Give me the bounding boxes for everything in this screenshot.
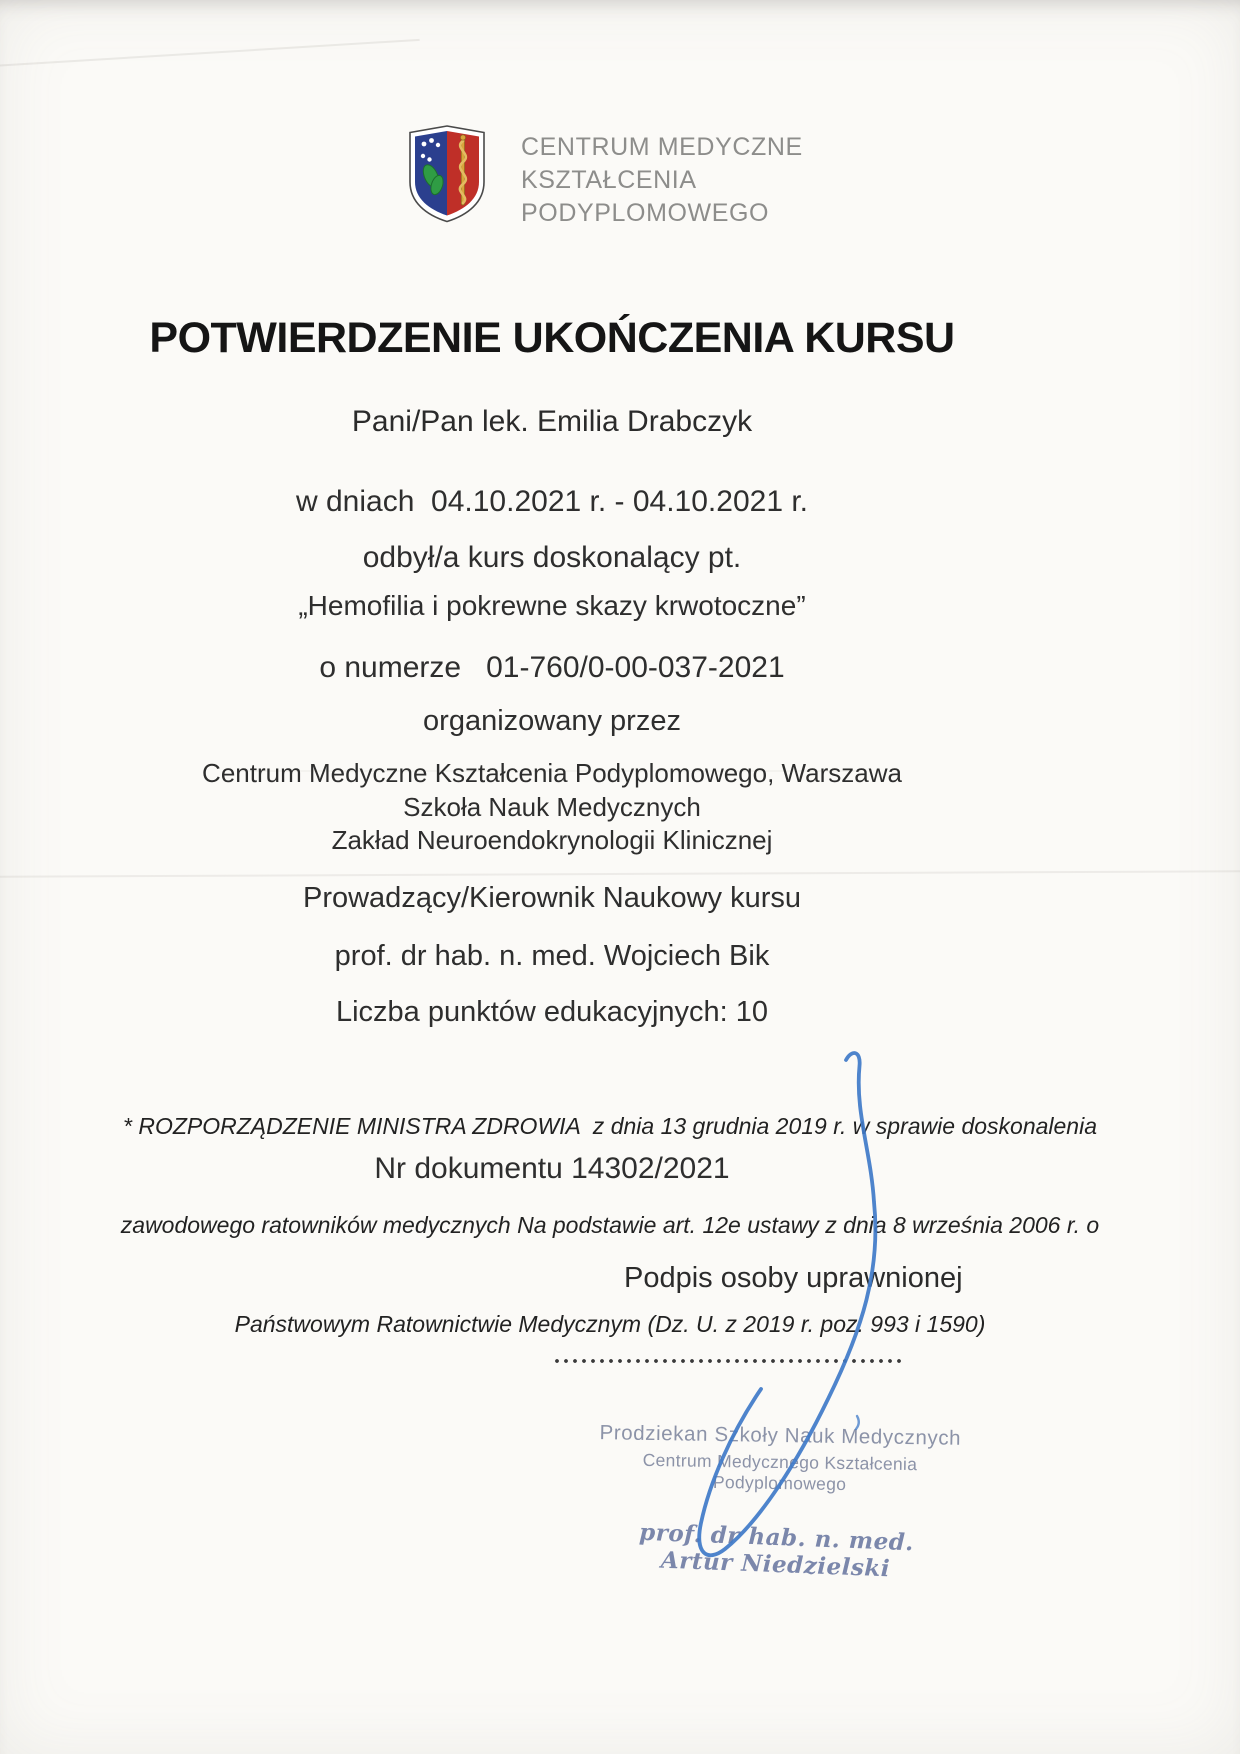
stamp-title-line: Prodziekan Szkoły Nauk Medycznych	[599, 1421, 962, 1450]
course-leader-label: Prowadzący/Kierownik Naukowy kursu	[302, 882, 802, 914]
organizer-line: Szkoła Nauk Medycznych	[403, 791, 701, 822]
cmkp-org-name-line: CENTRUM MEDYCZNE	[521, 133, 803, 161]
cmkp-org-name-line: PODYPLOMOWEGO	[521, 199, 770, 227]
cmkp-shield-logo-icon	[406, 124, 488, 224]
legal-footnote-line: Państwowym Ratownictwie Medycznym (Dz. U. z 2019 r. poz. 993 i 1590)	[234, 1311, 986, 1337]
course-leader-name: prof. dr hab. n. med. Wojciech Bik	[334, 940, 770, 972]
legal-footnote	[40, 1044, 1180, 1407]
scan-crease	[0, 39, 420, 67]
course-number: o numerze 01-760/0-00-037-2021	[319, 651, 785, 684]
scan-crease	[0, 870, 1240, 877]
signature-caption: Podpis osoby uprawnionej	[624, 1262, 963, 1294]
recipient-name: Pani/Pan lek. Emilia Drabczyk	[351, 405, 753, 438]
stamp-signer-name: prof. dr hab. n. med. Artur Niedzielski	[638, 1518, 915, 1583]
official-stamp	[574, 1421, 985, 1497]
signature-dotted-line	[554, 1358, 906, 1364]
cmkp-org-name	[521, 131, 803, 230]
legal-footnote-line: * ROZPORZĄDZENIE MINISTRA ZDROWIA z dnia 13 grudnia 2019 r. w sprawie doskonalenia	[123, 1113, 1097, 1139]
document-number: Nr dokumentu 14302/2021	[374, 1152, 730, 1185]
organizer-line: Centrum Medyczne Kształcenia Podyplomowego, Warszawa	[202, 758, 902, 788]
organized-by-label: organizowany przez	[423, 705, 681, 737]
organizer-block	[2, 757, 1102, 858]
legal-footnote-line: zawodowego ratowników medycznych Na podstawie art. 12e ustawy z dnia 8 września 2006 r. o	[120, 1212, 1100, 1238]
education-points: Liczba punktów edukacyjnych: 10	[335, 996, 769, 1028]
completion-statement: odbył/a kurs doskonalący pt.	[362, 541, 742, 574]
course-title: „Hemofilia i pokrewne skazy krwotoczne”	[298, 590, 806, 621]
organizer-line: Zakład Neuroendokrynologii Klinicznej	[331, 825, 773, 855]
cmkp-org-name-line: KSZTAŁCENIA	[521, 166, 697, 194]
certificate-title: POTWIERDZENIE UKOŃCZENIA KURSU	[149, 314, 955, 362]
stamp-org-line: Centrum Medycznego Kształcenia Podyplomowego	[642, 1449, 918, 1495]
course-dates: w dniach 04.10.2021 r. - 04.10.2021 r.	[295, 485, 809, 518]
